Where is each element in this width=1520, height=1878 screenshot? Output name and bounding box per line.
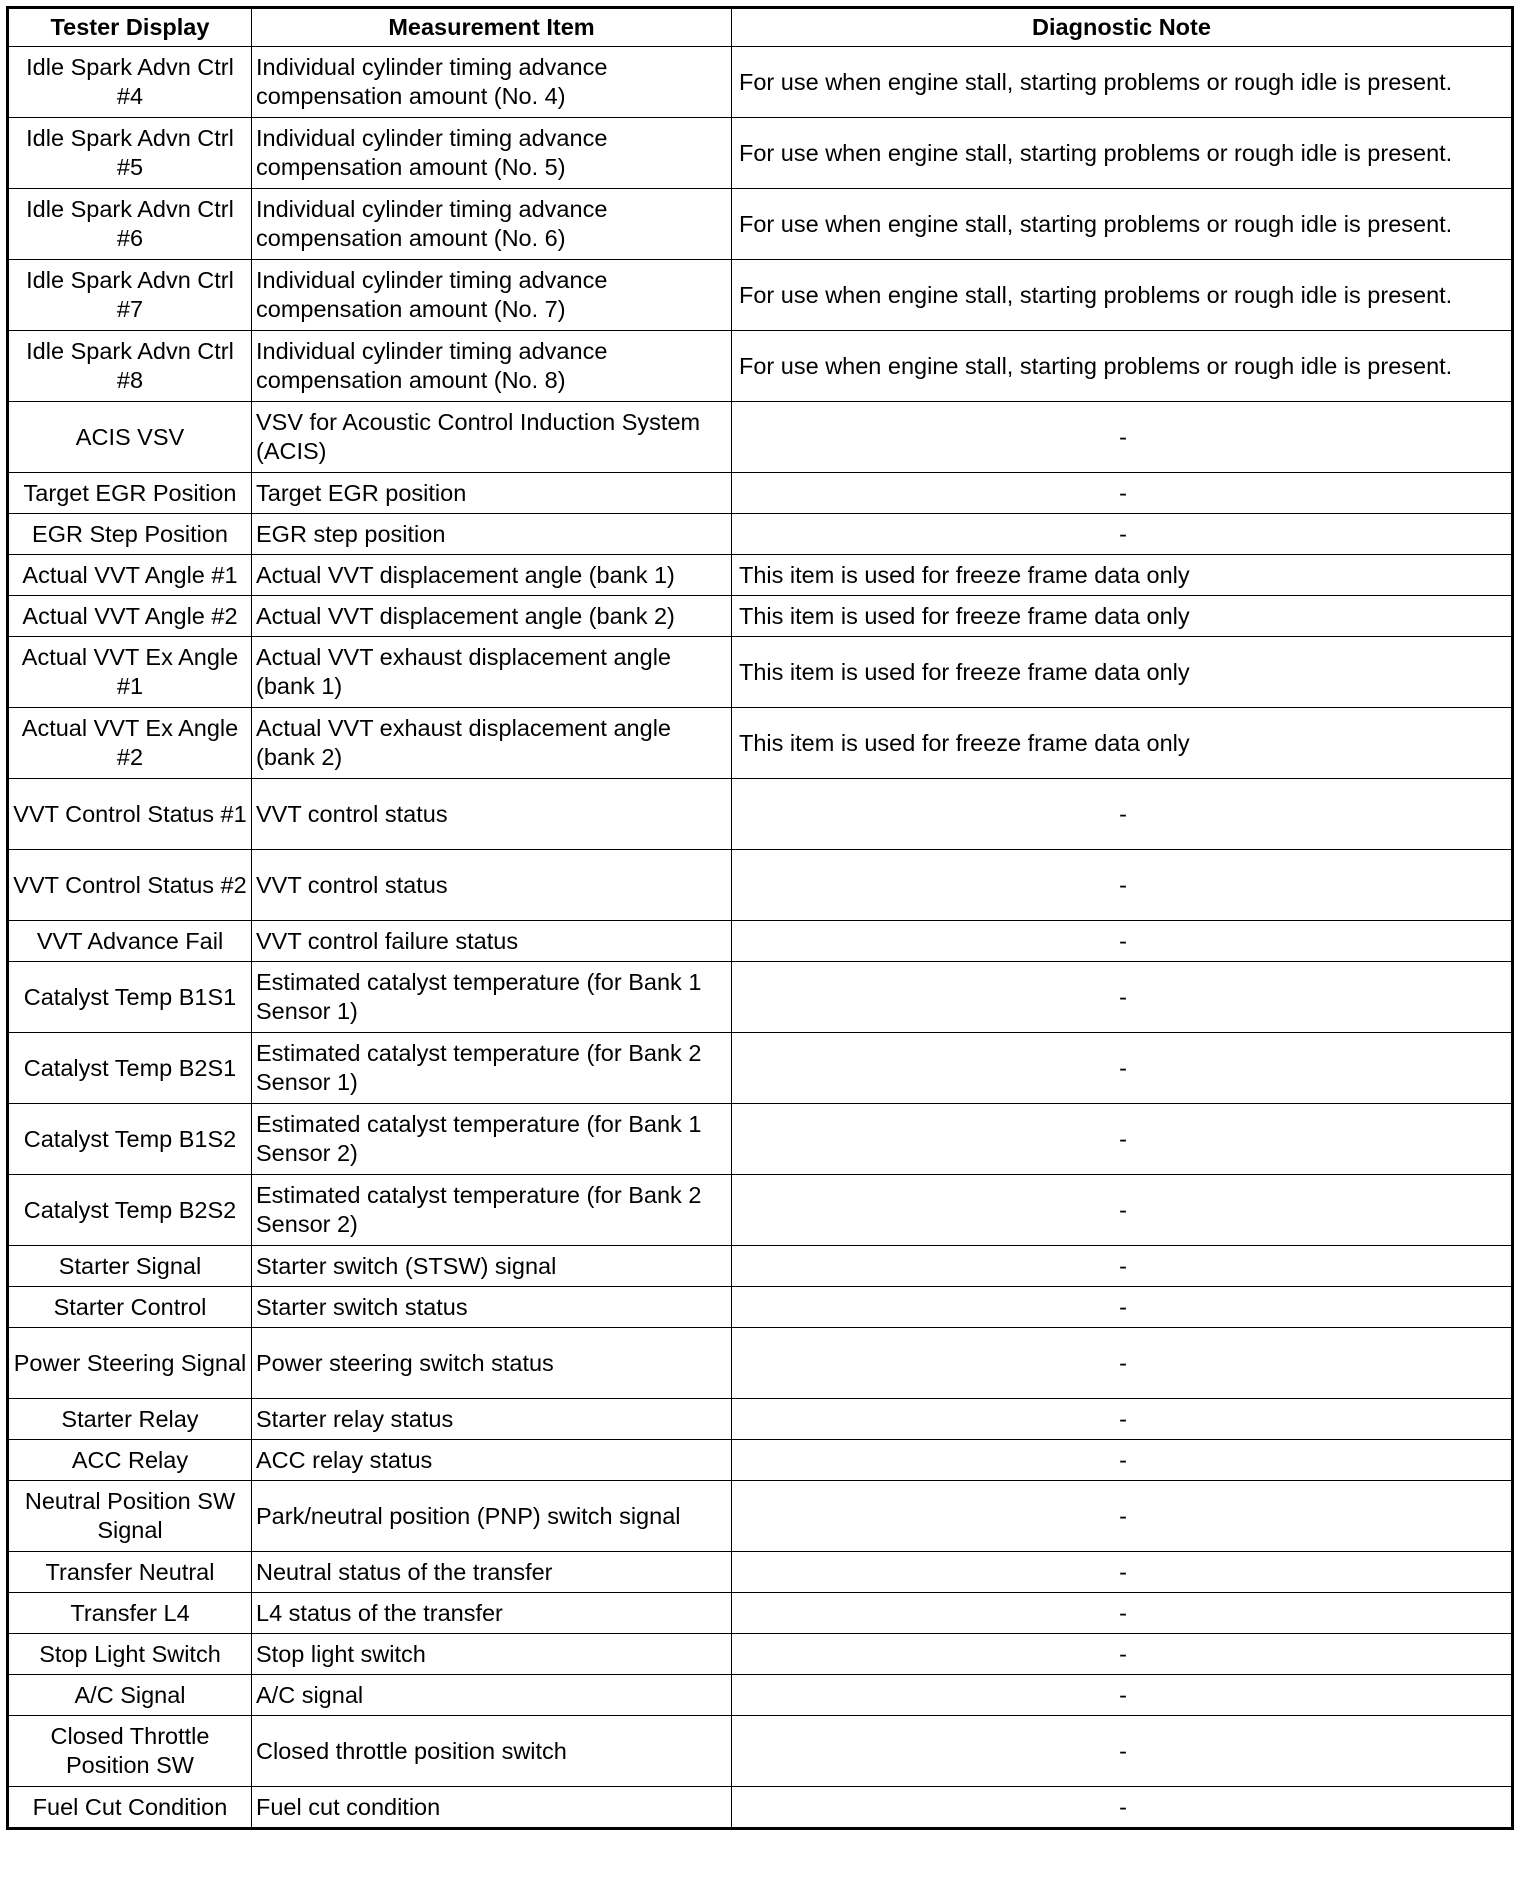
table-row	[8, 1440, 1513, 1481]
cell-measurement-item: VVT control status	[252, 779, 732, 850]
table-row	[8, 1246, 1513, 1287]
cell-diagnostic-note: -	[732, 1481, 1513, 1552]
cell-diagnostic-note: -	[732, 1287, 1513, 1328]
cell-diagnostic-note: -	[732, 1175, 1513, 1246]
cell-tester-display: Transfer L4	[8, 1593, 252, 1634]
table-row	[8, 1634, 1513, 1675]
cell-measurement-item: Stop light switch	[252, 1634, 732, 1675]
cell-measurement-item: Starter switch status	[252, 1287, 732, 1328]
cell-tester-display: Idle Spark Advn Ctrl #5	[8, 118, 252, 189]
cell-diagnostic-note: For use when engine stall, starting problems or rough idle is present.	[732, 331, 1513, 402]
cell-diagnostic-note: -	[732, 1675, 1513, 1716]
cell-diagnostic-note: -	[732, 1552, 1513, 1593]
cell-tester-display: Idle Spark Advn Ctrl #8	[8, 331, 252, 402]
header-measurement-item: Measurement Item	[252, 8, 732, 47]
table-row	[8, 1675, 1513, 1716]
cell-diagnostic-note: -	[732, 402, 1513, 473]
cell-diagnostic-note: For use when engine stall, starting problems or rough idle is present.	[732, 118, 1513, 189]
cell-tester-display: Starter Control	[8, 1287, 252, 1328]
cell-measurement-item: Closed throttle position switch	[252, 1716, 732, 1787]
cell-diagnostic-note: -	[732, 1593, 1513, 1634]
table-row	[8, 47, 1513, 118]
table-row	[8, 708, 1513, 779]
cell-tester-display: ACC Relay	[8, 1440, 252, 1481]
data-list-table	[6, 6, 1514, 1830]
table-row	[8, 1787, 1513, 1829]
cell-tester-display: Catalyst Temp B2S1	[8, 1033, 252, 1104]
cell-tester-display: Idle Spark Advn Ctrl #7	[8, 260, 252, 331]
cell-diagnostic-note: -	[732, 779, 1513, 850]
cell-diagnostic-note: -	[732, 962, 1513, 1033]
cell-tester-display: Transfer Neutral	[8, 1552, 252, 1593]
cell-tester-display: Actual VVT Angle #2	[8, 596, 252, 637]
cell-tester-display: A/C Signal	[8, 1675, 252, 1716]
cell-diagnostic-note: -	[732, 1787, 1513, 1829]
cell-tester-display: Idle Spark Advn Ctrl #6	[8, 189, 252, 260]
cell-measurement-item: Target EGR position	[252, 473, 732, 514]
cell-tester-display: Idle Spark Advn Ctrl #4	[8, 47, 252, 118]
cell-tester-display: VVT Control Status #1	[8, 779, 252, 850]
table-row	[8, 1287, 1513, 1328]
table-row	[8, 637, 1513, 708]
cell-diagnostic-note: -	[732, 1328, 1513, 1399]
cell-tester-display: Target EGR Position	[8, 473, 252, 514]
cell-tester-display: Catalyst Temp B2S2	[8, 1175, 252, 1246]
cell-tester-display: Starter Relay	[8, 1399, 252, 1440]
cell-tester-display: Neutral Position SW Signal	[8, 1481, 252, 1552]
cell-measurement-item: VVT control failure status	[252, 921, 732, 962]
table-row	[8, 118, 1513, 189]
cell-measurement-item: Estimated catalyst temperature (for Bank 2 Sensor 2)	[252, 1175, 732, 1246]
cell-tester-display: EGR Step Position	[8, 514, 252, 555]
cell-measurement-item: Estimated catalyst temperature (for Bank 1 Sensor 2)	[252, 1104, 732, 1175]
cell-diagnostic-note: -	[732, 473, 1513, 514]
cell-diagnostic-note: -	[732, 1104, 1513, 1175]
table-row	[8, 1552, 1513, 1593]
cell-diagnostic-note: This item is used for freeze frame data only	[732, 555, 1513, 596]
table-row	[8, 1328, 1513, 1399]
table-row	[8, 850, 1513, 921]
table-row	[8, 1175, 1513, 1246]
cell-measurement-item: Power steering switch status	[252, 1328, 732, 1399]
cell-measurement-item: VSV for Acoustic Control Induction System (ACIS)	[252, 402, 732, 473]
cell-diagnostic-note: -	[732, 1246, 1513, 1287]
table-row	[8, 331, 1513, 402]
cell-measurement-item: Park/neutral position (PNP) switch signal	[252, 1481, 732, 1552]
cell-diagnostic-note: -	[732, 1440, 1513, 1481]
table-row	[8, 779, 1513, 850]
table-row	[8, 1716, 1513, 1787]
table-row	[8, 1033, 1513, 1104]
header-diagnostic-note: Diagnostic Note	[732, 8, 1513, 47]
table-row	[8, 921, 1513, 962]
table-row	[8, 1593, 1513, 1634]
cell-measurement-item: Estimated catalyst temperature (for Bank 1 Sensor 1)	[252, 962, 732, 1033]
header-tester-display: Tester Display	[8, 8, 252, 47]
cell-diagnostic-note: -	[732, 850, 1513, 921]
cell-measurement-item: Actual VVT displacement angle (bank 2)	[252, 596, 732, 637]
cell-tester-display: Actual VVT Ex Angle #2	[8, 708, 252, 779]
cell-diagnostic-note: This item is used for freeze frame data only	[732, 596, 1513, 637]
cell-tester-display: Starter Signal	[8, 1246, 252, 1287]
table-row	[8, 1481, 1513, 1552]
cell-tester-display: Power Steering Signal	[8, 1328, 252, 1399]
cell-measurement-item: ACC relay status	[252, 1440, 732, 1481]
cell-tester-display: VVT Control Status #2	[8, 850, 252, 921]
cell-tester-display: Actual VVT Ex Angle #1	[8, 637, 252, 708]
cell-measurement-item: Actual VVT displacement angle (bank 1)	[252, 555, 732, 596]
cell-tester-display: Catalyst Temp B1S1	[8, 962, 252, 1033]
cell-tester-display: Closed Throttle Position SW	[8, 1716, 252, 1787]
cell-measurement-item: EGR step position	[252, 514, 732, 555]
table-header-row	[8, 8, 1513, 47]
cell-diagnostic-note: For use when engine stall, starting problems or rough idle is present.	[732, 47, 1513, 118]
cell-diagnostic-note: -	[732, 1033, 1513, 1104]
cell-diagnostic-note: -	[732, 1634, 1513, 1675]
cell-measurement-item: Fuel cut condition	[252, 1787, 732, 1829]
cell-tester-display: Catalyst Temp B1S2	[8, 1104, 252, 1175]
table-row	[8, 555, 1513, 596]
table-row	[8, 596, 1513, 637]
cell-measurement-item: Actual VVT exhaust displacement angle (bank 1)	[252, 637, 732, 708]
table-row	[8, 189, 1513, 260]
cell-measurement-item: Actual VVT exhaust displacement angle (bank 2)	[252, 708, 732, 779]
table-row	[8, 260, 1513, 331]
cell-tester-display: Stop Light Switch	[8, 1634, 252, 1675]
cell-diagnostic-note: -	[732, 514, 1513, 555]
table-row	[8, 473, 1513, 514]
table-row	[8, 1399, 1513, 1440]
cell-measurement-item: Individual cylinder timing advance compensation amount (No. 6)	[252, 189, 732, 260]
data-list-sheet	[6, 6, 1514, 1830]
cell-diagnostic-note: This item is used for freeze frame data only	[732, 637, 1513, 708]
cell-tester-display: VVT Advance Fail	[8, 921, 252, 962]
cell-measurement-item: A/C signal	[252, 1675, 732, 1716]
cell-diagnostic-note: -	[732, 1399, 1513, 1440]
cell-diagnostic-note: This item is used for freeze frame data only	[732, 708, 1513, 779]
cell-measurement-item: Neutral status of the transfer	[252, 1552, 732, 1593]
table-row	[8, 962, 1513, 1033]
cell-tester-display: ACIS VSV	[8, 402, 252, 473]
cell-measurement-item: Individual cylinder timing advance compensation amount (No. 4)	[252, 47, 732, 118]
table-row	[8, 402, 1513, 473]
cell-measurement-item: Individual cylinder timing advance compensation amount (No. 8)	[252, 331, 732, 402]
cell-measurement-item: Individual cylinder timing advance compensation amount (No. 5)	[252, 118, 732, 189]
cell-diagnostic-note: -	[732, 921, 1513, 962]
table-row	[8, 514, 1513, 555]
cell-measurement-item: Starter switch (STSW) signal	[252, 1246, 732, 1287]
cell-measurement-item: L4 status of the transfer	[252, 1593, 732, 1634]
cell-tester-display: Fuel Cut Condition	[8, 1787, 252, 1829]
cell-diagnostic-note: -	[732, 1716, 1513, 1787]
cell-diagnostic-note: For use when engine stall, starting problems or rough idle is present.	[732, 260, 1513, 331]
table-row	[8, 1104, 1513, 1175]
cell-measurement-item: VVT control status	[252, 850, 732, 921]
cell-measurement-item: Individual cylinder timing advance compensation amount (No. 7)	[252, 260, 732, 331]
cell-tester-display: Actual VVT Angle #1	[8, 555, 252, 596]
cell-diagnostic-note: For use when engine stall, starting problems or rough idle is present.	[732, 189, 1513, 260]
cell-measurement-item: Starter relay status	[252, 1399, 732, 1440]
cell-measurement-item: Estimated catalyst temperature (for Bank 2 Sensor 1)	[252, 1033, 732, 1104]
